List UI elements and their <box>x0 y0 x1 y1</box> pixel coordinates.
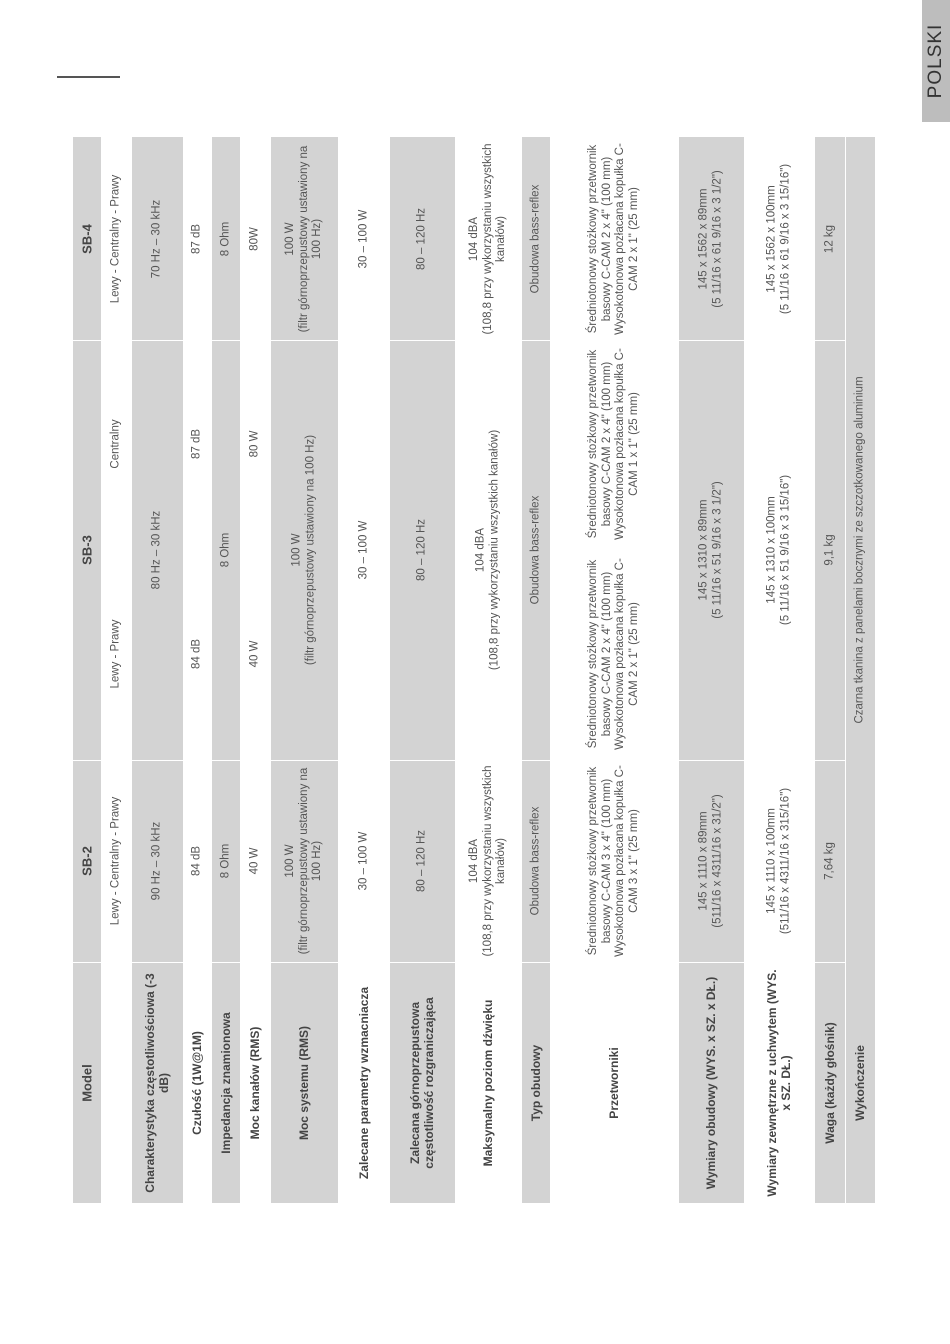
row-divider <box>101 137 102 1203</box>
imp-sb4: 8 Ohm <box>218 221 231 256</box>
chpow-sb3-c: 80 W <box>248 430 261 458</box>
sb3-split-divider <box>183 548 211 549</box>
spl-sb2: 104 dBA (108,8 przy wykorzystaniu wszystkich kanałów) <box>467 765 507 957</box>
amp-sb3: 30 – 100 W <box>356 520 369 580</box>
row-divider <box>270 137 271 1203</box>
row-divider <box>240 137 241 1203</box>
dims-sb3: 145 x 1310 x 89mm (5 11/16 x 51 9/16 x 3 1/2") <box>697 481 723 619</box>
row-divider <box>183 137 184 1203</box>
top-rule <box>57 76 120 78</box>
channels-sb2: Lewy - Centralny - Prawy <box>109 796 122 926</box>
label-drv: Przetworniki <box>607 1046 621 1119</box>
label-imp: Impedancja znamionowa <box>218 1011 233 1154</box>
label-enc: Typ obudowy <box>528 1044 543 1121</box>
label-amp: Zalecane parametry wzmacniacza <box>356 986 371 1179</box>
spl-sb3: 104 dBA (108,8 przy wykorzystaniu wszystkich kanałów) <box>474 429 500 671</box>
header-sb4: SB-4 <box>79 223 95 254</box>
row-divider <box>338 137 339 1203</box>
row-divider <box>521 137 522 1203</box>
channels-sb3-c: Centralny <box>109 419 122 469</box>
header-model: Model <box>79 1063 95 1102</box>
row-divider <box>550 137 551 1203</box>
sens-sb3-c: 87 dB <box>190 428 203 460</box>
chpow-sb2: 40 W <box>248 847 261 875</box>
label-dims: Wymiary obudowy (WYS. x SZ. x DŁ.) <box>704 976 718 1189</box>
column-divider <box>73 962 845 963</box>
label-chpow: Moc kanałów (RMS) <box>248 1026 262 1139</box>
row-divider <box>814 137 815 1203</box>
sb3-split-divider <box>101 548 131 549</box>
drv-sb3-c: Średniotonowy stożkowy przetwornik basowy C-CAM 2 x 4" (100 mm) Wysokotonowa pozłacana kopułka C-CAM 1 x 1" (25 mm) <box>587 348 640 540</box>
row-divider <box>131 137 132 1203</box>
column-divider <box>73 760 845 761</box>
sb3-split-divider <box>550 548 678 549</box>
enc-sb2: Obudowa bass-reflex <box>528 806 541 916</box>
row-divider <box>744 137 745 1203</box>
syspow-sb4: 100 W (filtr górnoprzepustowy ustawiony na 100 Hz) <box>283 145 323 332</box>
row-divider <box>389 137 390 1203</box>
enc-sb4: Obudowa bass-reflex <box>528 184 541 293</box>
finish-value: Czarna tkanina z panelami bocznymi ze szczotkowanego aluminium <box>853 375 866 724</box>
channels-sb4: Lewy - Centralny - Prawy <box>109 174 122 303</box>
dims-sb4: 145 x 1562 x 89mm (5 11/16 x 61 9/16 x 3 1/2") <box>697 169 723 308</box>
sens-sb2: 84 dB <box>190 845 203 877</box>
label-finish: Wykończenie <box>853 1044 867 1121</box>
language-tab-label: POLSKI <box>925 23 946 99</box>
row-divider <box>211 137 212 1203</box>
drv-sb4: Średniotonowy stożkowy przetwornik basowy C-CAM 2 x 4" (100 mm) Wysokotonowa pozłacana kopułka C-CAM 2 x 1" (25 mm) <box>587 142 640 335</box>
imp-sb2: 8 Ohm <box>218 843 231 879</box>
cross-sb4: 80 – 120 Hz <box>415 207 428 270</box>
label-spl: Maksymalny poziom dźwięku <box>481 999 495 1166</box>
channels-sb3-lr: Lewy - Prawy <box>109 619 122 689</box>
syspow-sb3: 100 W (filtr górnoprzepustowy ustawiony na 100 Hz) <box>290 434 316 666</box>
label-freq: Charakterystyka częstotliwościowa (-3 dB) <box>143 972 171 1193</box>
sens-sb3-lr: 84 dB <box>190 638 203 670</box>
drv-sb2: Średniotonowy stożkowy przetwornik basowy C-CAM 3 x 4" (100 mm) Wysokotonowa pozłacana kopułka C-CAM 3 x 1" (25 mm) <box>587 765 640 957</box>
cross-sb3: 80 – 120 Hz <box>415 519 428 582</box>
dimsb-sb2: 145 x 1110 x 100mm (511/16 x 4311/16 x 315/16") <box>765 787 791 935</box>
imp-sb3: 8 Ohm <box>218 532 231 568</box>
row-divider <box>455 137 456 1203</box>
dimsb-sb3: 145 x 1310 x 100mm (5 11/16 x 51 9/16 x 3 15/16") <box>765 474 791 626</box>
row-divider <box>678 137 679 1203</box>
header-sb2: SB-2 <box>79 846 95 876</box>
amp-sb4: 30 – 100 W <box>356 209 369 268</box>
weight-sb2: 7,64 kg <box>822 842 835 880</box>
row-divider <box>845 137 846 1203</box>
chpow-sb3-lr: 40 W <box>248 640 261 668</box>
dimsb-sb4: 145 x 1562 x 100mm (5 11/16 x 61 9/16 x 3 15/16") <box>765 163 791 314</box>
label-weight: Waga (każdy głośnik) <box>822 1021 837 1144</box>
freq-sb3: 80 Hz – 30 kHz <box>150 510 163 590</box>
cross-sb2: 80 – 120 Hz <box>415 830 428 893</box>
chpow-sb4: 80W <box>248 226 261 251</box>
drv-sb3-lr: Średniotonowy stożkowy przetwornik basowy C-CAM 2 x 4" (100 mm) Wysokotonowa pozłacana kopułka C-CAM 2 x 1" (25 mm) <box>587 558 640 750</box>
label-sens: Czułość (1W@1M) <box>190 1030 204 1135</box>
freq-sb2: 90 Hz – 30 kHz <box>150 821 163 901</box>
amp-sb2: 30 – 100 W <box>356 831 369 891</box>
weight-sb4: 12 kg <box>822 224 835 253</box>
label-dimsb: Wymiary zewnętrzne z uchwytem (WYS. x SZ. DŁ.) <box>765 968 793 1197</box>
label-cross: Zalecana górnoprzepustowa częstotliwość rozgraniczająca <box>408 996 436 1169</box>
freq-sb4: 70 Hz – 30 kHz <box>150 199 163 278</box>
sb3-split-divider <box>240 548 270 549</box>
column-divider <box>73 340 845 341</box>
enc-sb3: Obudowa bass-reflex <box>528 495 541 605</box>
label-syspow: Moc systemu (RMS) <box>297 1025 311 1140</box>
spl-sb4: 104 dBA (108,8 przy wykorzystaniu wszystkich kanałów) <box>467 142 507 335</box>
weight-sb3: 9,1 kg <box>822 534 835 566</box>
dims-sb2: 145 x 1110 x 89mm (511/16 x 4311/16 x 31/2") <box>697 794 723 928</box>
sens-sb4: 87 dB <box>190 223 203 254</box>
syspow-sb2: 100 W (filtr górnoprzepustowy ustawiony na 100 Hz) <box>283 767 323 955</box>
header-sb3: SB-3 <box>79 535 95 565</box>
